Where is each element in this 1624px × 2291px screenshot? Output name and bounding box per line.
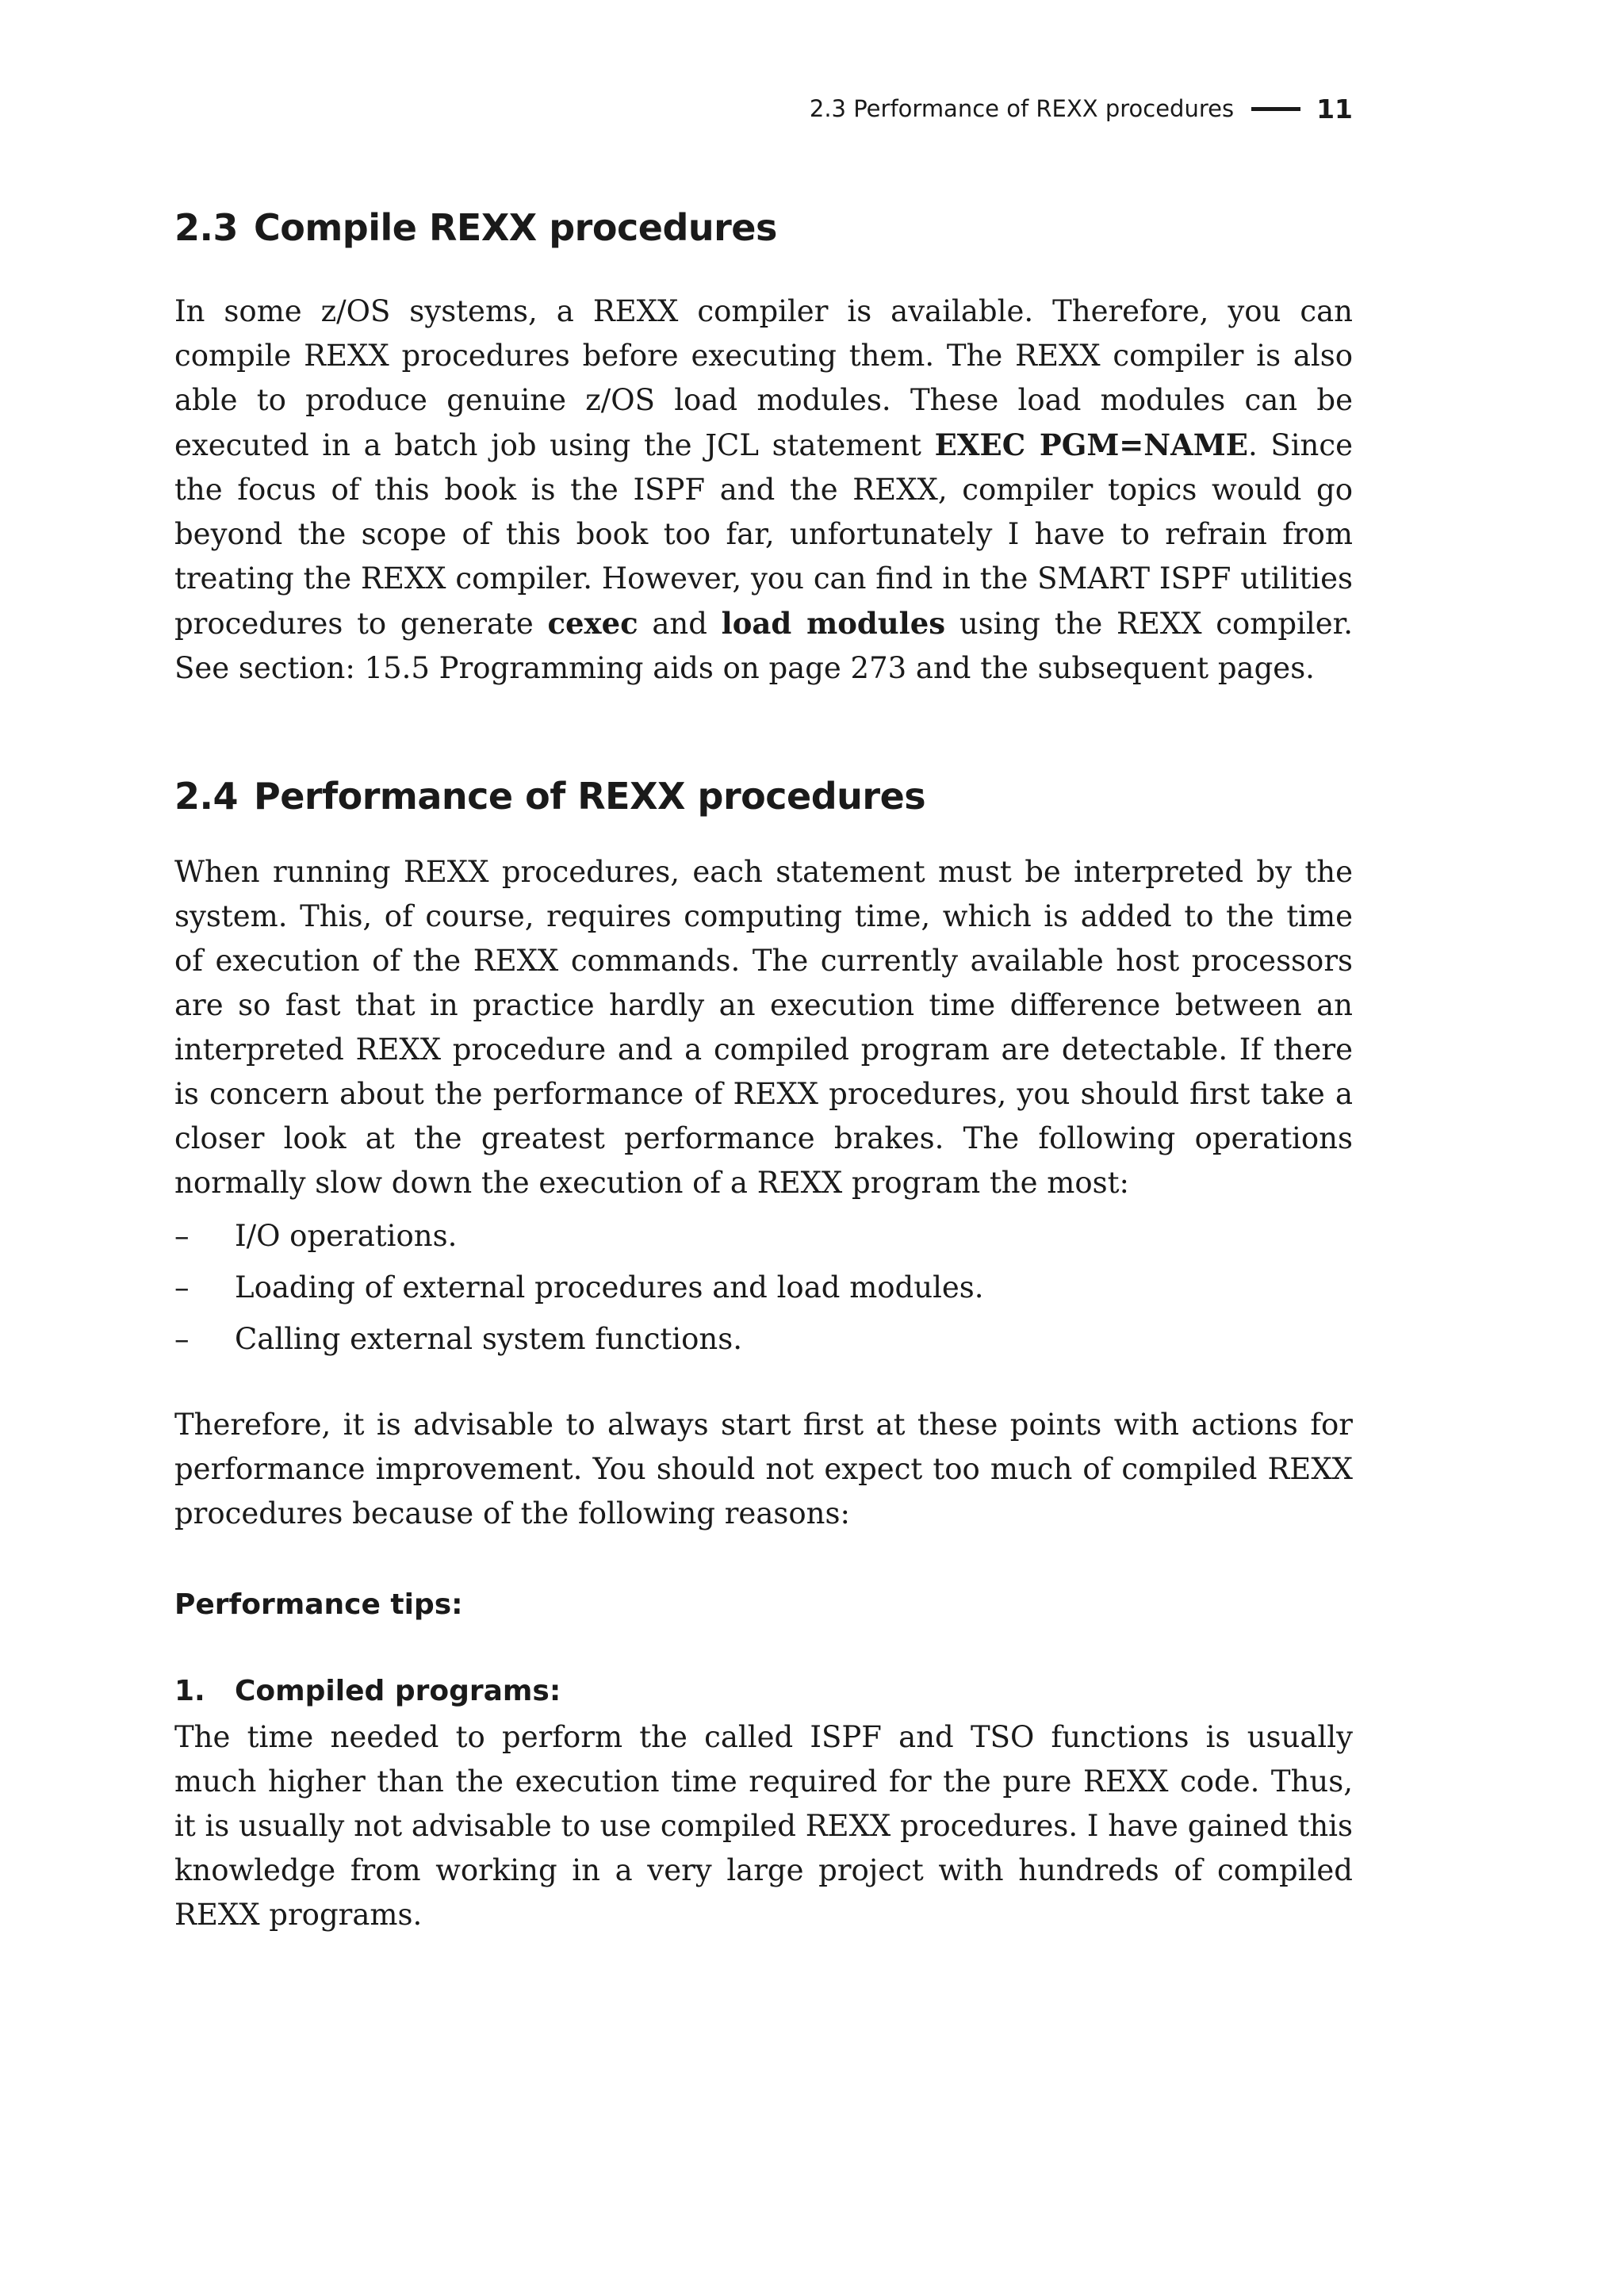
- tips-heading: Performance tips:: [174, 1588, 463, 1622]
- running-header: [174, 89, 1353, 128]
- bold-term-exec: EXEC PGM=NAME: [934, 427, 1248, 463]
- text-run: In some z/OS systems, a REXX compiler is available. Therefore, you can compile REXX procedures before executing them. The REXX compiler is also able to produce genuine z/OS load modules. These load modules can be executed in a batch job using the JCL statement: [174, 294, 1353, 463]
- list-item-text: Loading of external procedures and load modules.: [235, 1270, 984, 1305]
- list-item: [174, 1210, 1353, 1262]
- section-heading-2-3: [174, 206, 1353, 250]
- section-title: Compile REXX procedures: [254, 206, 777, 249]
- bold-term-cexec: cexec: [547, 606, 638, 642]
- paragraph-performance: When running REXX procedures, each statement must be interpreted by the system. This, of course, requires computing time, which is added to the time of execution of the REXX commands. The currently available host processors are so fast that in practice hardly an execution time difference between an interpreted REXX procedure and a compiled program are detectable. If there is concern about the performance of REXX procedures, you should first take a closer look at the greatest performance brakes. The following operations normally slow down the execution of a REXX program the most:: [174, 855, 1353, 1201]
- list-item-text: I/O operations.: [235, 1219, 458, 1254]
- text-run: using the REXX compiler. See section: 15.5 Programming aids on page 273 and the subsequent pages.: [174, 607, 1353, 686]
- text-run: . Since the focus of this book is the ISPF and the REXX, compiler topics would go beyond the scope of this book too far, unfortunately I have to refrain from treating the REXX compiler. However, you can find in the SMART ISPF utilities procedures to generate: [174, 428, 1353, 642]
- section-number: 2.3: [174, 206, 238, 249]
- list-item: [174, 1262, 1353, 1313]
- section-heading-2-4: [174, 775, 1353, 818]
- dash-marker: –: [174, 1322, 190, 1357]
- dash-marker: –: [174, 1270, 190, 1305]
- bold-term-load-modules: load modules: [721, 606, 946, 642]
- header-rule: [1251, 107, 1300, 111]
- text-run: and: [638, 607, 722, 642]
- list-item-text: Calling external system functions.: [235, 1322, 742, 1357]
- page-number: 11: [1316, 93, 1353, 125]
- section-title: Performance of REXX procedures: [254, 775, 926, 818]
- tip-title: Compiled programs:: [235, 1675, 561, 1708]
- slowdown-list: [174, 1210, 1353, 1365]
- page-body: [174, 206, 1353, 1937]
- list-item: [174, 1313, 1353, 1365]
- tip-heading-1: [174, 1675, 1353, 1707]
- section-number: 2.4: [174, 775, 238, 818]
- paragraph-tip-1: The time needed to perform the called ISPF and TSO functions is usually much higher than the execution time required for the pure REXX code. Thus, it is usually not advisable to use compiled REXX procedures. I have gained this knowledge from working in a very large project with hundreds of compiled REXX programs.: [174, 1720, 1353, 1933]
- paragraph-advice: Therefore, it is advisable to always start first at these points with actions for performance improvement. You should not expect too much of compiled REXX procedures because of the following reasons:: [174, 1408, 1353, 1531]
- paragraph-compile: [174, 289, 1353, 691]
- running-title: 2.3 Performance of REXX procedures: [809, 95, 1235, 122]
- tip-number: 1.: [174, 1675, 205, 1708]
- dash-marker: –: [174, 1219, 190, 1254]
